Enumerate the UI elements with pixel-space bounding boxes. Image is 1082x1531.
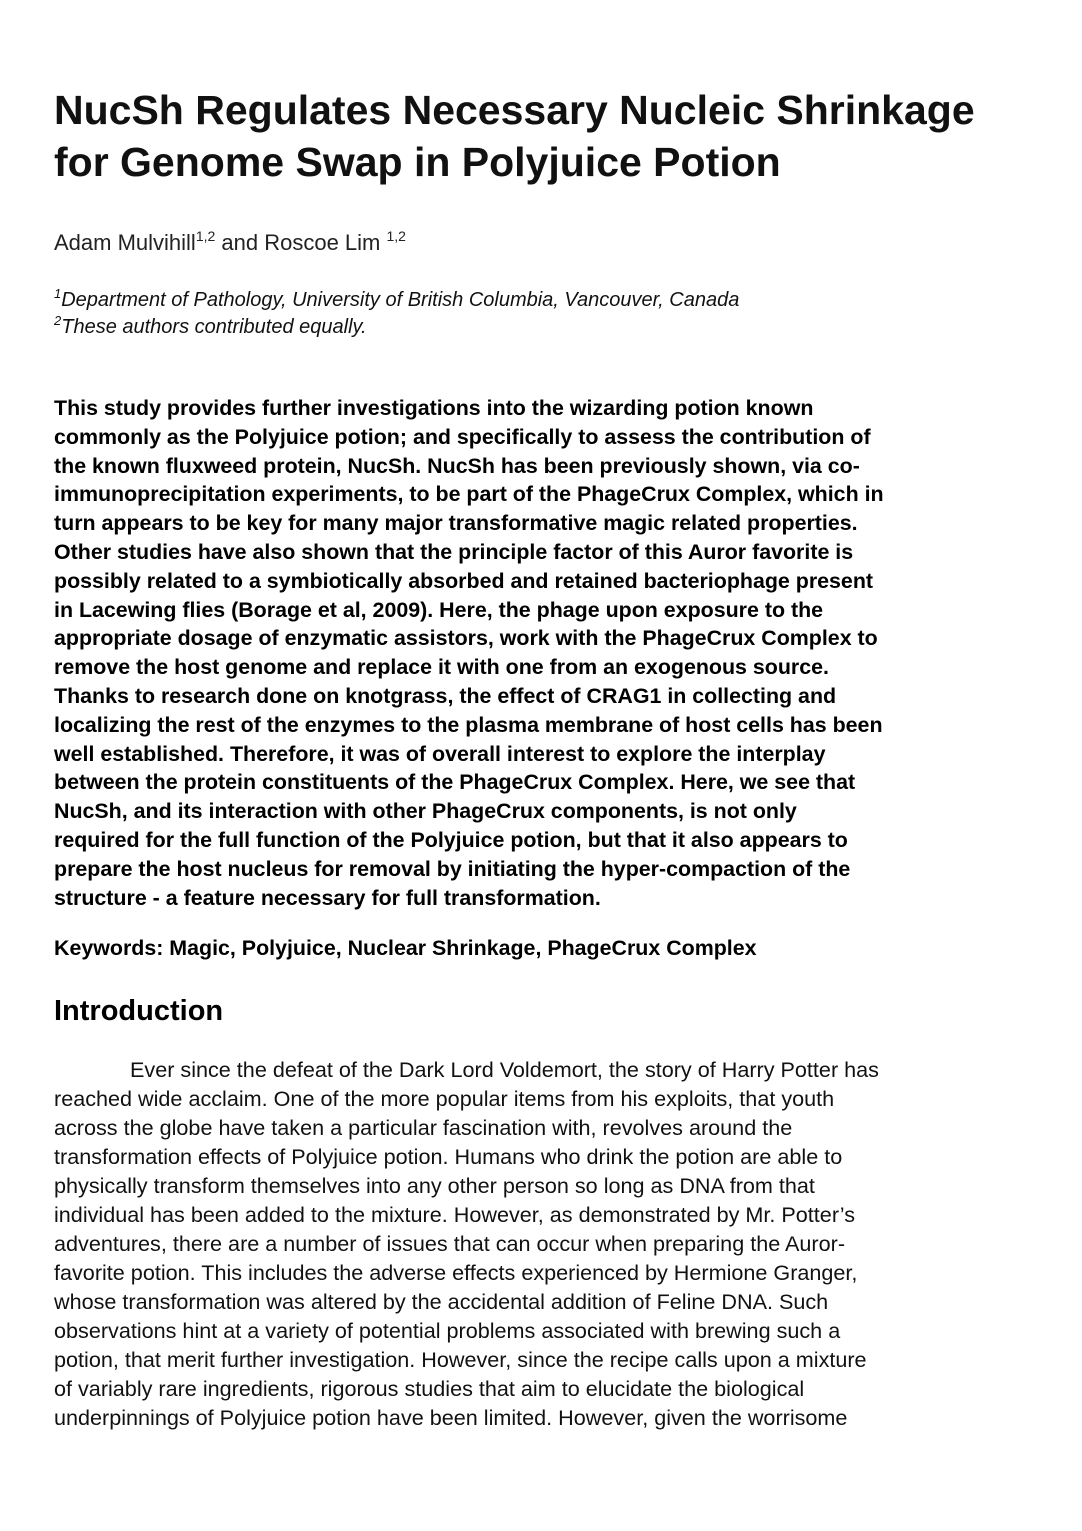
abstract-line: prepare the host nucleus for removal by initiating the hyper-compaction of the (54, 856, 851, 881)
author-affiliation-mark: 1,2 (195, 228, 216, 244)
affiliation-mark: 1 (54, 286, 62, 301)
body-line: observations hint at a variety of potential problems associated with brewing such a (54, 1318, 841, 1343)
body-line: adventures, there are a number of issues that can occur when preparing the Auror- (54, 1231, 846, 1256)
affiliations (54, 287, 739, 341)
abstract-line: commonly as the Polyjuice potion; and specifically to assess the contribution of (54, 424, 871, 449)
abstract-line: Other studies have also shown that the principle factor of this Auror favorite is (54, 539, 854, 564)
affiliation-line (54, 287, 739, 314)
abstract-line: remove the host genome and replace it with one from an exogenous source. (54, 655, 829, 680)
title-line: NucSh Regulates Necessary Nucleic Shrinkage (54, 87, 975, 133)
body-line: of variably rare ingredients, rigorous studies that aim to elucidate the biological (54, 1376, 805, 1401)
abstract-line: between the protein constituents of the PhageCrux Complex. Here, we see that (54, 770, 856, 795)
abstract-line: appropriate dosage of enzymatic assistors, work with the PhageCrux Complex to (54, 626, 878, 651)
body-line: reached wide acclaim. One of the more popular items from his exploits, that youth (54, 1086, 835, 1111)
affiliation-text: These authors contributed equally. (61, 316, 367, 338)
abstract-line: immunoprecipitation experiments, to be part of the PhageCrux Complex, which in (54, 482, 884, 507)
body-line: Ever since the defeat of the Dark Lord Voldemort, the story of Harry Potter has (130, 1057, 879, 1082)
abstract-line: the known fluxweed protein, NucSh. NucSh has been previously shown, via co- (54, 453, 860, 478)
body-line: underpinnings of Polyjuice potion have been limited. However, given the worrisome (54, 1405, 848, 1430)
abstract (54, 394, 1044, 912)
body-line: favorite potion. This includes the adverse effects experienced by Hermione Granger, (54, 1260, 858, 1285)
abstract-line: NucSh, and its interaction with other PhageCrux components, is not only (54, 799, 797, 824)
abstract-line: turn appears to be key for many major transformative magic related properties. (54, 511, 858, 536)
author-name: and Roscoe Lim (215, 230, 387, 255)
paper-title (54, 84, 1054, 188)
keywords: Keywords: Magic, Polyjuice, Nuclear Shrinkage, PhageCrux Complex (54, 936, 757, 960)
abstract-line: This study provides further investigations into the wizarding potion known (54, 396, 814, 420)
author-name: Adam Mulvihill (54, 230, 196, 255)
abstract-line: possibly related to a symbiotically absorbed and retained bacteriophage present (54, 568, 874, 593)
abstract-line: Thanks to research done on knotgrass, the effect of CRAG1 in collecting and (54, 683, 837, 708)
body-line: whose transformation was altered by the accidental addition of Feline DNA. Such (54, 1289, 829, 1314)
author-list (54, 228, 406, 258)
body-line: potion, that merit further investigation. However, since the recipe calls upon a mixture (54, 1347, 867, 1372)
title-line: for Genome Swap in Polyjuice Potion (54, 139, 781, 185)
affiliation-text: Department of Pathology, University of British Columbia, Vancouver, Canada (61, 289, 740, 311)
introduction-body (54, 1055, 1044, 1432)
affiliation-mark: 2 (54, 313, 62, 328)
abstract-line: required for the full function of the Polyjuice potion, but that it also appears to (54, 827, 848, 852)
abstract-line: structure - a feature necessary for full transformation. (54, 885, 601, 910)
abstract-line: localizing the rest of the enzymes to the plasma membrane of host cells has been (54, 712, 883, 737)
section-heading-introduction: Introduction (54, 995, 224, 1027)
author-affiliation-mark: 1,2 (386, 228, 406, 244)
abstract-line: in Lacewing flies (Borage et al, 2009). Here, the phage upon exposure to the (54, 597, 824, 622)
affiliation-line (54, 314, 739, 341)
body-line: transformation effects of Polyjuice potion. Humans who drink the potion are able to (54, 1144, 843, 1169)
body-line: individual has been added to the mixture. However, as demonstrated by Mr. Potter’s (54, 1202, 856, 1227)
body-line: across the globe have taken a particular fascination with, revolves around the (54, 1115, 793, 1140)
abstract-line: well established. Therefore, it was of overall interest to explore the interplay (54, 741, 826, 766)
body-line: physically transform themselves into any other person so long as DNA from that (54, 1173, 815, 1198)
